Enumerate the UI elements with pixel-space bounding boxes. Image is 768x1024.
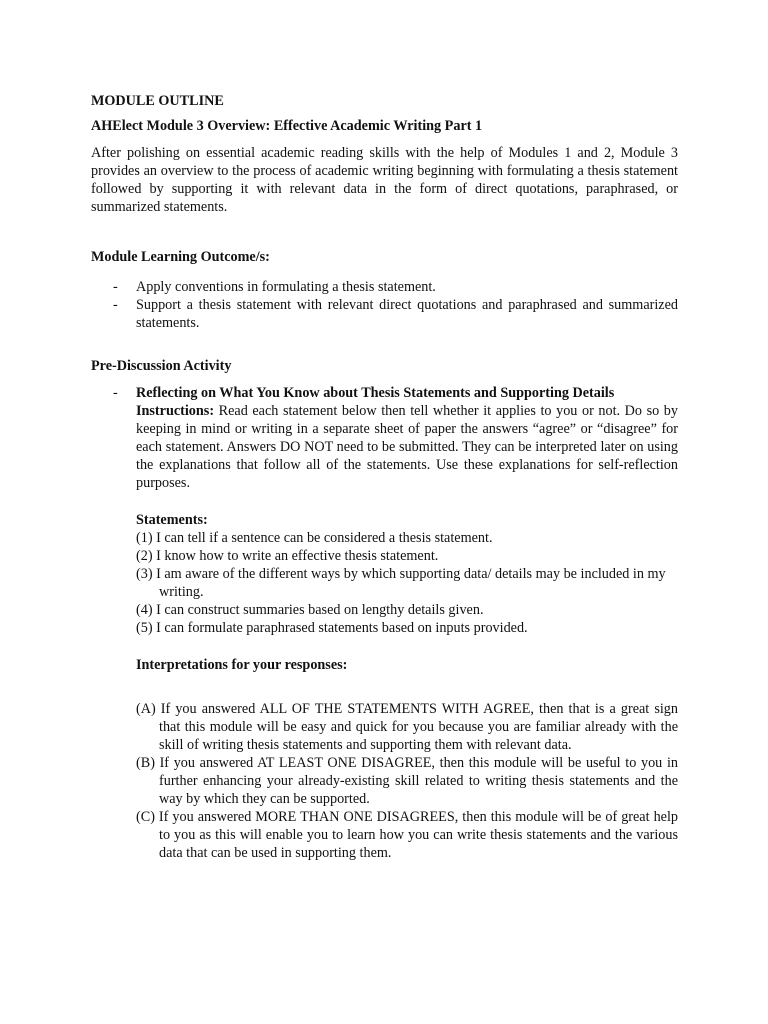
bullet-dash: - bbox=[113, 385, 118, 401]
interpretation-item: (B) If you answered AT LEAST ONE DISAGREE, then this module will be useful to you in further enhancing your already-existing skill related to writing thesis statements and the way by which they can be supported. bbox=[136, 755, 678, 807]
statements-list bbox=[136, 529, 678, 637]
interpretation-item: (A) If you answered ALL OF THE STATEMENTS WITH AGREE, then that is a great sign that this module will be easy and quick for you because you are familiar already with the skill of writing thesis statements and supporting them with relevant data. bbox=[136, 701, 678, 753]
statement-item: (3) I am aware of the different ways by which supporting data/ details may be included in my writing. bbox=[136, 566, 666, 600]
bullet-dash: - bbox=[113, 279, 118, 295]
learning-outcome-item bbox=[91, 296, 678, 332]
instructions-paragraph bbox=[136, 402, 678, 492]
statement-item: (1) I can tell if a sentence can be considered a thesis statement. bbox=[136, 530, 493, 546]
module-outline-heading: MODULE OUTLINE bbox=[91, 93, 224, 109]
document-page bbox=[91, 92, 678, 862]
module-title: AHElect Module 3 Overview: Effective Academic Writing Part 1 bbox=[91, 118, 483, 134]
bullet-dash: - bbox=[113, 297, 118, 313]
activity-block bbox=[91, 384, 678, 492]
learning-outcomes-list bbox=[91, 278, 678, 332]
module-intro-paragraph: After polishing on essential academic reading skills with the help of Modules 1 and 2, Module 3 provides an overview to the process of academic writing beginning with formulating a thesis statement followed by supporting it with relevant data in the form of direct quotations, paraphrased, or summarized statements. bbox=[91, 145, 678, 215]
statements-heading: Statements: bbox=[136, 512, 208, 528]
interpretations-list bbox=[136, 700, 678, 862]
instructions-label: Instructions: bbox=[136, 403, 215, 419]
learning-outcome-text: Support a thesis statement with relevant direct quotations and paraphrased and summarized statements. bbox=[136, 297, 678, 331]
learning-outcomes-heading: Module Learning Outcome/s: bbox=[91, 249, 270, 265]
interpretations-heading: Interpretations for your responses: bbox=[136, 657, 348, 673]
interpretation-item: (C) If you answered MORE THAN ONE DISAGREES, then this module will be of great help to you as this will enable you to learn how you can write thesis statements and the various data that can be used in supporting them. bbox=[136, 809, 678, 861]
statements-block bbox=[91, 511, 678, 862]
statement-item: (5) I can formulate paraphrased statements based on inputs provided. bbox=[136, 620, 528, 636]
activity-title: Reflecting on What You Know about Thesis Statements and Supporting Details bbox=[136, 385, 615, 401]
statement-item: (4) I can construct summaries based on lengthy details given. bbox=[136, 602, 484, 618]
learning-outcome-item bbox=[91, 278, 678, 296]
statement-item: (2) I know how to write an effective thesis statement. bbox=[136, 548, 439, 564]
pre-discussion-heading: Pre-Discussion Activity bbox=[91, 358, 232, 374]
learning-outcome-text: Apply conventions in formulating a thesis statement. bbox=[136, 279, 436, 295]
instructions-text: Read each statement below then tell whether it applies to you or not. Do so by keeping in mind or writing in a separate sheet of paper the answers “agree” or “disagree” for each statement. Answers DO NOT need to be submitted. They can be interpreted later on using the explanations that follow all of the statements. Use these explanations for self-reflection purposes. bbox=[136, 403, 678, 491]
